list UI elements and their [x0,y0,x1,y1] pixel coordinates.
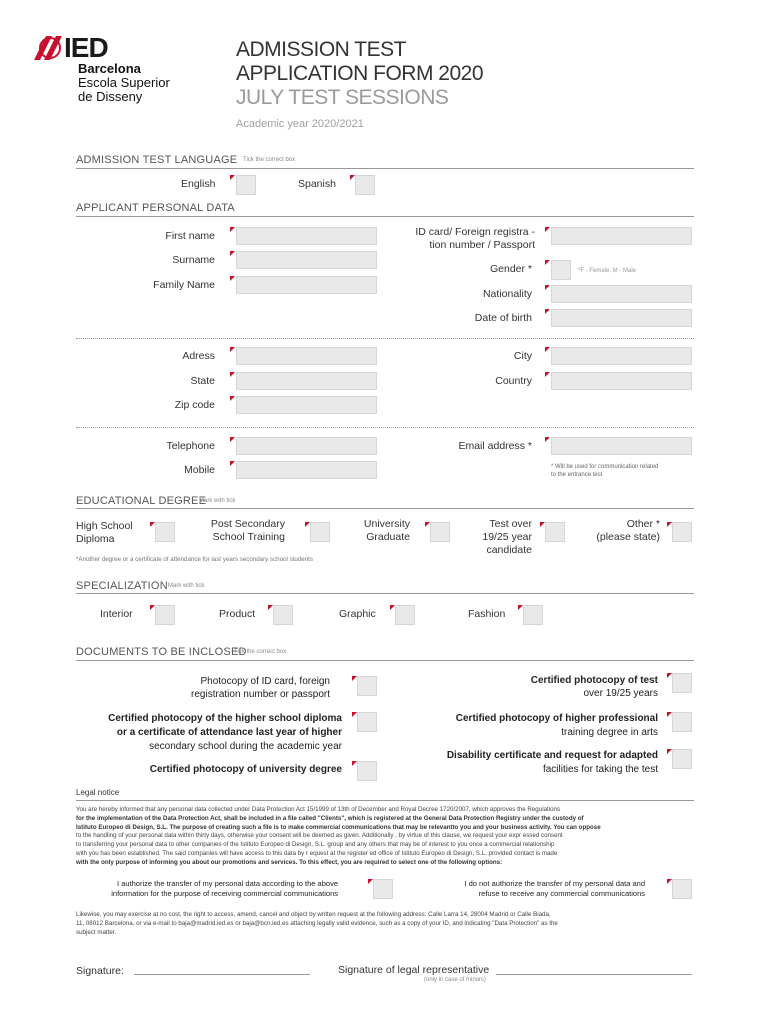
education-note: *Another degree or a certificate of attendance for last years secondary school students [76,556,313,563]
fashion-checkbox[interactable] [523,605,543,625]
divider [76,660,694,661]
label-post-secondary: Post Secondary School Training [210,518,285,543]
graphic-checkbox[interactable] [395,605,415,625]
label-country: Country [495,375,532,387]
refuse-transfer-checkbox[interactable] [672,879,692,899]
product-checkbox[interactable] [273,605,293,625]
label-state: State [190,375,215,387]
surname-field[interactable] [236,251,377,269]
zip-code-field[interactable] [236,396,377,414]
high-school-checkbox[interactable] [155,522,175,542]
label-gender: Gender * [489,263,532,275]
label-product: Product [219,608,256,620]
label-legal-representative: Signature of legal representative [338,964,490,976]
section-admission-language: ADMISSION TEST LANGUAGE [76,154,238,166]
label-surname: Surname [172,254,215,266]
mobile-field[interactable] [236,461,377,479]
required-marker-icon [545,347,550,352]
label-authorize-transfer: I authorize the transfer of my personal data according to the above information for the purpose of receiving commercial communications [111,879,338,898]
signature-field[interactable] [134,974,310,975]
dotted-divider [76,338,694,339]
authorize-transfer-checkbox[interactable] [373,879,393,899]
section-personal-data: APPLICANT PERSONAL DATA [76,202,235,214]
doc-test-over-checkbox[interactable] [672,673,692,693]
city-field[interactable] [551,347,692,365]
logo-subtitle: Barcelona Escola Superior de Disseny [78,61,170,104]
divider [76,216,694,217]
required-marker-icon [230,175,235,180]
label-doc-university-degree: Certified photocopy of university degree [149,764,342,775]
state-field[interactable] [236,372,377,390]
label-fashion: Fashion [468,608,506,620]
label-nationality: Nationality [482,288,532,300]
specialization-hint: Mark with tick [168,583,205,589]
label-address: Adress [182,350,215,362]
first-name-field[interactable] [236,227,377,245]
required-marker-icon [230,227,235,232]
label-first-name: First name [165,230,215,242]
divider [76,508,694,509]
date-of-birth-field[interactable] [551,309,692,327]
section-educational-degree: EDUCATIONAL DEGREE [76,495,207,507]
label-email: Email address * [458,440,532,452]
required-marker-icon [545,285,550,290]
gender-note: *F - Female, M - Male [578,268,637,274]
label-other: Other * (please state) [596,518,660,543]
section-documents: DOCUMENTS TO BE INCLOSED [76,646,247,658]
legal-notice-text: You are hereby informed that any personal data collected under Data Protection Act 15/1999 of 13th of December and Royal Decree 1720/2007, which approves the Regulations for the implementation of the Data Protection Act, shall be included in a file called "Clients", which is registered at the General Data Protection Registry under the custody of Istituto Europeo di Design, S.L. The purpose of creating such a file is to make commercial communications that may be relevantto you and your business activity. You can oppose to the handling of your personal data within thirty days, otherwise your consent will be deemed as given. Additionally , by virtue of this clause, we request your expr essed consent to transferring your personal data to other companies of the Istituto Europeo di Design, S.L. group and any others that may be of interest to you once a commercial relationship with you has been established. The said companies will have access to this data by r equest at the register ed office of Istituto Europeo di Design, S.L. provided contact is made with the only purpose of informing you about our promotions and services. To this effect, you are required to select one of the following options: [76,806,601,866]
label-date-of-birth: Date of birth [474,312,532,324]
gender-field[interactable] [551,260,571,280]
label-doc-id-card: Photocopy of ID card, foreign registration number or passport [191,676,330,700]
label-family-name: Family Name [153,279,215,291]
required-marker-icon [545,437,550,442]
divider [76,800,694,801]
logo-wordmark: IED [64,32,108,63]
title-line-1: ADMISSION TEST [236,38,406,61]
label-doc-disability: Disability certificate and request for adapted facilities for taking the test [446,750,658,775]
required-marker-icon [230,372,235,377]
required-marker-icon [545,372,550,377]
label-high-school: High School Diploma [76,520,133,545]
title-line-3: JULY TEST SESSIONS [236,86,449,109]
label-mobile: Mobile [184,464,215,476]
educational-degree-hint: Mark with tick [199,498,236,504]
nationality-field[interactable] [551,285,692,303]
required-marker-icon [230,437,235,442]
required-marker-icon [230,396,235,401]
doc-id-card-checkbox[interactable] [357,676,377,696]
label-refuse-transfer: I do not authorize the transfer of my personal data and refuse to receive any commercial communications [464,879,645,898]
section-specialization: SPECIALIZATION [76,580,168,592]
label-doc-professional-degree: Certified photocopy of higher professional training degree in arts [455,713,658,738]
test-over-checkbox[interactable] [545,522,565,542]
label-interior: Interior [100,608,133,620]
address-field[interactable] [236,347,377,365]
documents-hint: Tick the correct box [234,649,287,655]
required-marker-icon [230,347,235,352]
label-doc-test-over: Certified photocopy of test over 19/25 years [530,675,658,699]
english-checkbox[interactable] [236,175,256,195]
other-degree-checkbox[interactable] [672,522,692,542]
required-marker-icon [545,260,550,265]
academic-year: Academic year 2020/2021 [236,118,364,130]
label-graphic: Graphic [339,608,376,620]
form-title [236,38,483,136]
spanish-checkbox[interactable] [355,175,375,195]
admission-language-hint: Tick the correct box [243,157,296,163]
required-marker-icon [230,276,235,281]
required-marker-icon [545,227,550,232]
legal-rights-text: Likewise, you may exercise at no cost, the right to access, amend, cancel and object by written request at the following address: Calle Larra 14, 28004 Madrid or Calle Biada, 11, 08012 Barcelona, or via e-mail to baja@madrid.ied.es or baja@bcn.ied.es attaching legally valid evidence, such as a copy of your ID, and indicating "Data Protection" as the subject matter. [76,911,558,936]
family-name-field[interactable] [236,276,377,294]
required-marker-icon [545,309,550,314]
divider [76,593,694,594]
minors-note: (only in case of minors) [424,977,487,983]
label-test-over: Test over 19/25 year candidate [482,518,532,556]
email-note: * Will be used for communication related to the entrance test [551,464,659,478]
university-checkbox[interactable] [430,522,450,542]
title-line-2: APPLICATION FORM 2020 [236,62,484,85]
divider [76,168,694,169]
dotted-divider [76,427,694,428]
label-telephone: Telephone [166,440,215,452]
label-city: City [513,350,532,362]
label-signature: Signature: [76,965,124,977]
label-university: University Graduate [363,518,410,543]
email-field[interactable] [551,437,692,455]
post-secondary-checkbox[interactable] [310,522,330,542]
legal-representative-signature-field[interactable] [496,974,692,975]
telephone-field[interactable] [236,437,377,455]
doc-professional-degree-checkbox[interactable] [672,712,692,732]
label-spanish: Spanish [298,178,336,190]
doc-university-degree-checkbox[interactable] [357,761,377,781]
label-zip-code: Zip code [174,399,215,411]
interior-checkbox[interactable] [155,605,175,625]
required-marker-icon [230,251,235,256]
legal-notice-title: Legal notice [76,788,120,797]
doc-school-diploma-checkbox[interactable] [357,712,377,732]
label-id-card: ID card/ Foreign registra - tion number / Passport [415,226,535,251]
required-marker-icon [230,461,235,466]
id-card-field[interactable] [551,227,692,245]
doc-disability-checkbox[interactable] [672,749,692,769]
label-english: English [181,178,216,190]
country-field[interactable] [551,372,692,390]
label-doc-school-diploma: Certified photocopy of the higher school diploma or a certificate of attendance last year of higher secondary school during the academic year [108,713,342,752]
